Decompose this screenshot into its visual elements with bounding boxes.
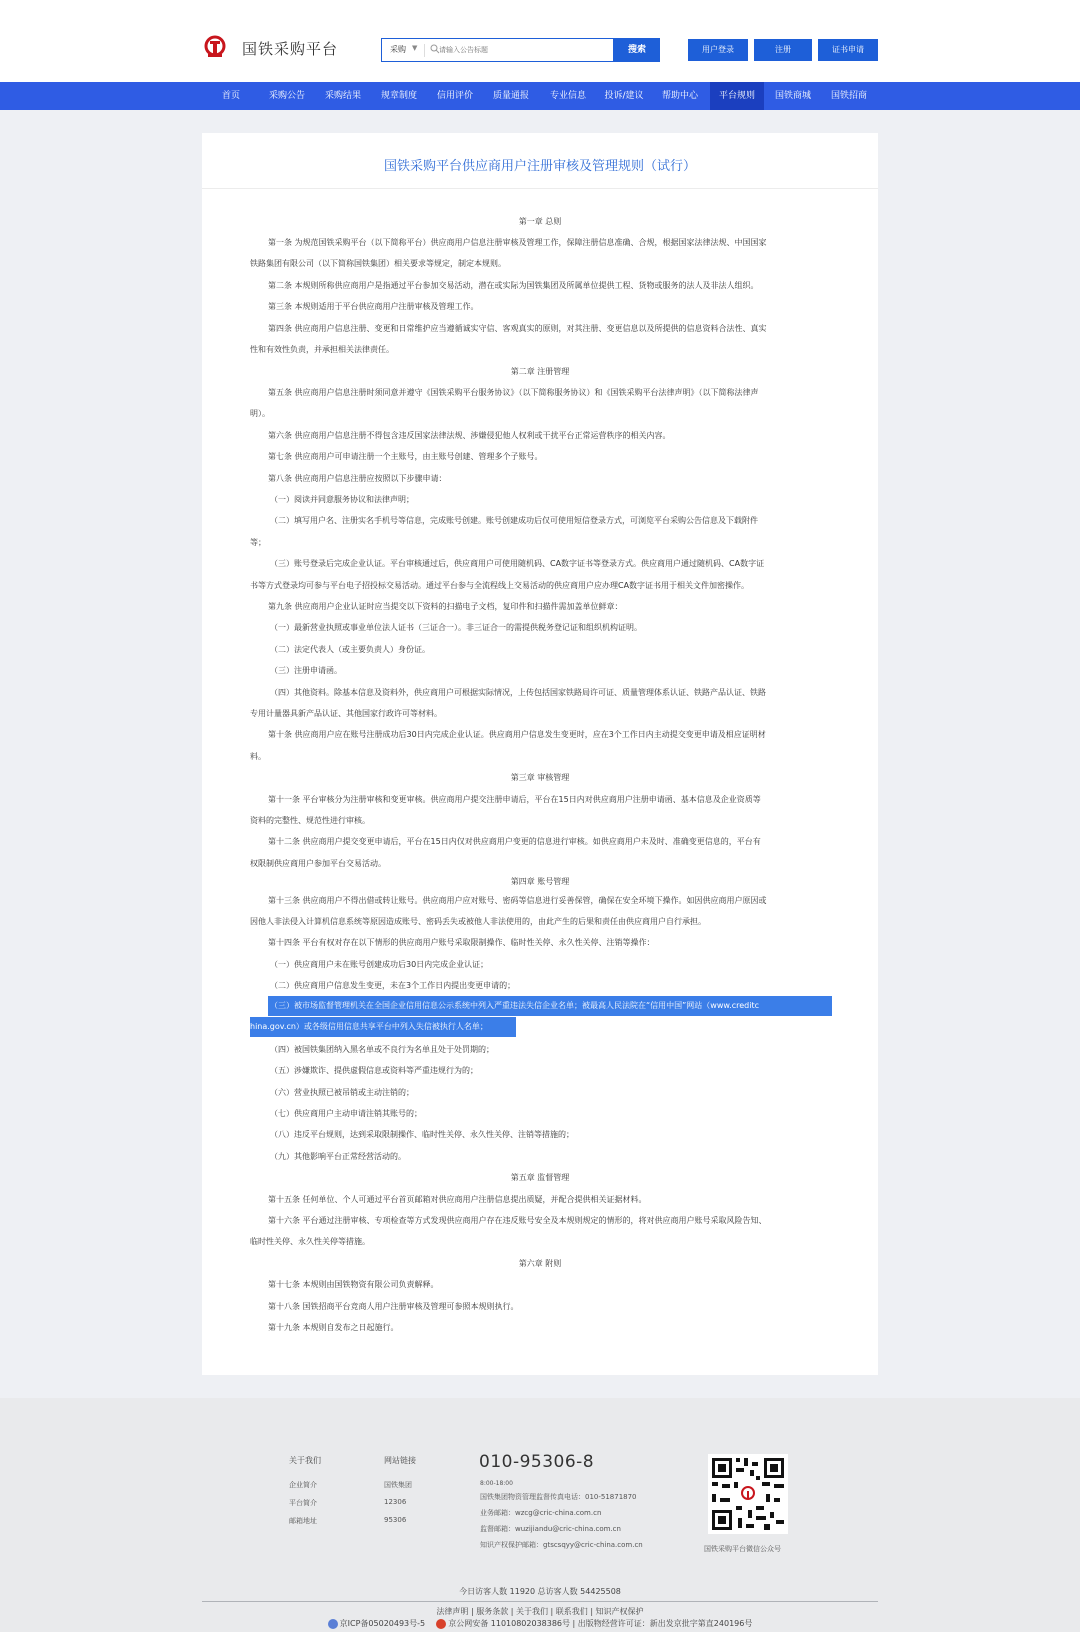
header [0,0,1080,82]
site-name[interactable]: 国铁采购平台 [242,40,339,58]
article-line: 铁路集团有限公司（以下简称国铁集团）相关要求等规定，制定本规则。 [250,259,506,268]
qr-caption: 国铁采购平台微信公众号 [704,1545,781,1553]
article-line: 性和有效性负责，并承担相关法律责任。 [250,345,394,354]
contact-email[interactable]: 监督邮箱：wuzijiandu@cric-china.com.cn [480,1525,621,1533]
article-line: 第十一条 平台审核分为注册审核和变更审核。供应商用户提交注册申请后，平台在15日内对供应商用户注册申请函、基本信息及企业资质等 [268,795,761,804]
search-input[interactable] [439,42,609,58]
article-line: （五）涉嫌欺诈、提供虚假信息或资料等严重违规行为的； [270,1066,478,1075]
nav-item-quality[interactable]: 质量通报 [492,91,529,101]
article-line: 第九条 供应商用户企业认证时应当提交以下资料的扫描电子文档，复印件和扫描件需加盖单位鲜章： [268,602,623,611]
article-line: （九）其他影响平台正常经营活动的。 [270,1152,406,1161]
article-line: 第六条 供应商用户信息注册不得包含违反国家法律法规、涉嫌侵犯他人权利或干扰平台正常运营秩序的相关内容。 [268,431,671,440]
article-line: （四）被国铁集团纳入黑名单或不良行为名单且处于处罚期的； [270,1045,494,1054]
footer-link[interactable]: 95306 [384,1516,407,1524]
login-button[interactable]: 用户登录 [688,39,748,61]
article-line: 等； [250,538,266,547]
chapter-heading: 第五章 监督管理 [510,1173,570,1182]
contact-fax: 国铁集团物资管理监督传真电话：010-51871870 [480,1493,637,1501]
article-line: 第一条 为规范国铁采购平台（以下简称平台）供应商用户信息注册审核及管理工作，保障注册信息准确、合规，根据国家法律法规、中国国家 [268,238,767,247]
nav-item-help[interactable]: 帮助中心 [661,91,698,101]
nav-item-mall[interactable]: 国铁商城 [774,91,811,101]
contact-email[interactable]: 知识产权保护邮箱：gtscsqyy@cric-china.com.cn [480,1541,643,1549]
nav-item-complaints[interactable]: 投诉/建议 [604,91,644,101]
article-line: 临时性关停、永久性关停等措施。 [250,1237,370,1246]
police-record[interactable]: 京公网安备 11010802038386号 | 出版物经营许可证：新出发京批字第直240196号 [448,1619,753,1628]
chapter-heading: 第三章 审核管理 [510,773,570,782]
article-line: （二）法定代表人（或主要负责人）身份证。 [270,645,430,654]
chapter-heading: 第二章 注册管理 [510,367,570,376]
article-line: 明）。 [250,409,270,418]
legal-links[interactable]: 法律声明 | 服务条款 | 关于我们 | 联系我们 | 知识产权保护 [436,1607,644,1616]
service-hours: 8:00-18:00 [480,1480,513,1487]
visitor-stats: 今日访客人数 11920 总访客人数 54425508 [459,1587,621,1596]
contact-email[interactable]: 业务邮箱：wzcg@cric-china.com.cn [480,1509,602,1517]
article-line: （三）注册申请函。 [270,666,342,675]
article-line: 第五条 供应商用户信息注册时须同意并遵守《国铁采购平台服务协议》（以下简称服务协议）和《国铁采购平台法律声明》（以下简称法律声 [268,388,759,397]
article-line: 权限制供应商用户参加平台交易活动。 [250,859,386,868]
register-button[interactable]: 注册 [754,39,812,61]
footer-link[interactable]: 国铁集团 [384,1481,412,1489]
police-badge-icon [436,1619,446,1629]
article-line: 因他人非法侵入计算机信息系统等原因造成账号、密码丢失或被他人非法使用的，由此产生的后果和责任由供应商用户自行承担。 [250,917,706,926]
article-line: 第十六条 平台通过注册审核、专项检查等方式发现供应商用户存在违反账号安全及本规则规定的情形的，将对供应商用户账号采取风险告知、 [268,1216,767,1225]
article-line: 第十三条 供应商用户不得出借或转让账号。供应商用户应对账号、密码等信息进行妥善保管，确保在安全环境下操作。如因供应商用户原因或 [268,896,767,905]
divider [424,44,425,57]
article-line: （四）其他资料。除基本信息及资料外，供应商用户可根据实际情况，上传包括国家铁路局许可证、质量管理体系认证、铁路产品认证、铁路 [270,688,766,697]
nav-item-results[interactable]: 采购结果 [324,91,361,101]
footer-link[interactable]: 12306 [384,1498,407,1506]
article-line: （一）供应商用户未在账号创建成功后30日内完成企业认证； [270,960,489,969]
footer-link[interactable]: 邮箱地址 [289,1517,317,1525]
cert-apply-button[interactable]: 证书申请 [818,39,878,61]
registration-info [0,1618,1080,1629]
nav-item-regulations[interactable]: 规章制度 [380,91,417,101]
article-line: 第十七条 本规则由国铁物资有限公司负责解释。 [268,1280,439,1289]
search-type-select[interactable]: 采购 [390,45,406,54]
article-line: （七）供应商用户主动申请注销其账号的； [270,1109,422,1118]
chapter-heading: 第四章 账号管理 [510,877,570,886]
selected-text-line: （三）被市场监督管理机关在全国企业信用信息公示系统中列入严重违法失信企业名单；被最高人民法院在“信用中国”网站（www.creditc [268,996,832,1016]
article-line: （三）账号登录后完成企业认证。平台审核通过后，供应商用户可使用随机码、CA数字证书等登录方式。供应商用户通过随机码、CA数字证 [270,559,765,568]
search-box [381,38,614,62]
chapter-heading: 第一章 总则 [518,217,562,226]
article-line: 第三条 本规则适用于平台供应商用户注册审核及管理工作。 [268,302,479,311]
nav-item-home[interactable]: 首页 [221,91,240,101]
nav-item-professional[interactable]: 专业信息 [549,91,586,101]
footer-link[interactable]: 企业简介 [289,1481,317,1489]
article-line: 第十八条 国铁招商平台竞商人用户注册审核及管理可参照本规则执行。 [268,1302,519,1311]
article-line: 第八条 供应商用户信息注册应按照以下步骤申请： [268,474,447,483]
nav-item-platform-rules[interactable]: 平台规则 [710,82,764,110]
article-line: （二）供应商用户信息发生变更，未在3个工作日内提出变更申请的； [270,981,516,990]
article-line: 第十五条 任何单位、个人可通过平台首页邮箱对供应商用户注册信息提出质疑，并配合提供相关证据材料。 [268,1195,647,1204]
article-line: （八）违反平台规则，达到采取限制操作、临时性关停、永久性关停、注销等措施的； [270,1130,574,1139]
nav-item-credit[interactable]: 信用评价 [436,91,473,101]
article-line: （二）填写用户名、注册实名手机号等信息，完成账号创建。账号创建成功后仅可使用短信登录方式，可浏览平台采购公告信息及下载附件 [270,516,758,525]
article-line: 料。 [250,752,266,761]
icp-record[interactable]: 京ICP备05020493号-5 [339,1619,426,1628]
footer-about-heading: 关于我们 [289,1456,321,1465]
article-line: 第十九条 本规则自发布之日起施行。 [268,1323,399,1332]
footer [0,1398,1080,1632]
footer-links-heading: 网站链接 [384,1456,416,1465]
article-line: 书等方式登录均可参与平台电子招投标交易活动。通过平台参与全流程线上交易活动的供应商用户应办理CA数字证书用于相关文件加密操作。 [250,581,750,590]
article-line: （六）营业执照已被吊销或主动注销的； [270,1088,414,1097]
nav-item-investment[interactable]: 国铁招商 [830,91,867,101]
divider [202,1601,878,1602]
article-line: 第十四条 平台有权对存在以下情形的供应商用户账号采取限制操作、临时性关停、永久性关停、注销等操作： [268,938,655,947]
article-line: （一）最新营业执照或事业单位法人证书（三证合一）。非三证合一的需提供税务登记证和组织机构证明。 [270,623,642,632]
article-line: 专用计量器具新产品认证、其他国家行政许可等材料。 [250,709,442,718]
article-line: 资料的完整性、规范性进行审核。 [250,816,370,825]
article-line: （一）阅读并同意服务协议和法律声明； [270,495,414,504]
search-button[interactable]: 搜索 [614,38,660,62]
logo-icon[interactable] [201,34,229,62]
divider [202,188,878,189]
article-line: 第四条 供应商用户信息注册、变更和日常维护应当遵循诚实守信、客观真实的原则，对其注册、变更信息以及所提供的信息资料合法性、真实 [268,324,767,333]
chapter-heading: 第六章 附则 [518,1259,562,1268]
article-line: 第二条 本规则所称供应商用户是指通过平台参加交易活动，潜在或实际为国铁集团及所属单位提供工程、货物或服务的法人及非法人组织。 [268,281,759,290]
footer-link[interactable]: 平台简介 [289,1499,317,1507]
page-title: 国铁采购平台供应商用户注册审核及管理规则（试行） [383,159,696,174]
article-line: 第十二条 供应商用户提交变更申请后，平台在15日内仅对供应商用户变更的信息进行审核。如供应商用户未及时、准确变更信息的，平台有 [268,837,761,846]
nav-item-announcements[interactable]: 采购公告 [268,91,305,101]
shield-icon [328,1619,338,1629]
qr-code-icon [708,1454,788,1534]
article-line: 第七条 供应商用户可申请注册一个主账号，由主账号创建、管理多个子账号。 [268,452,543,461]
main-nav [0,82,1080,110]
selected-text-line: hina.gov.cn）或各级信用信息共享平台中列入失信被执行人名单； [250,1017,516,1037]
article-line: 第十条 供应商用户应在账号注册成功后30日内完成企业认证。供应商用户信息发生变更时，应在3个工作日内主动提交变更申请及相应证明材 [268,730,766,739]
chevron-down-icon[interactable]: ▼ [412,44,418,52]
article-card [202,133,878,1375]
hotline-number: 010-95306-8 [479,1452,595,1472]
